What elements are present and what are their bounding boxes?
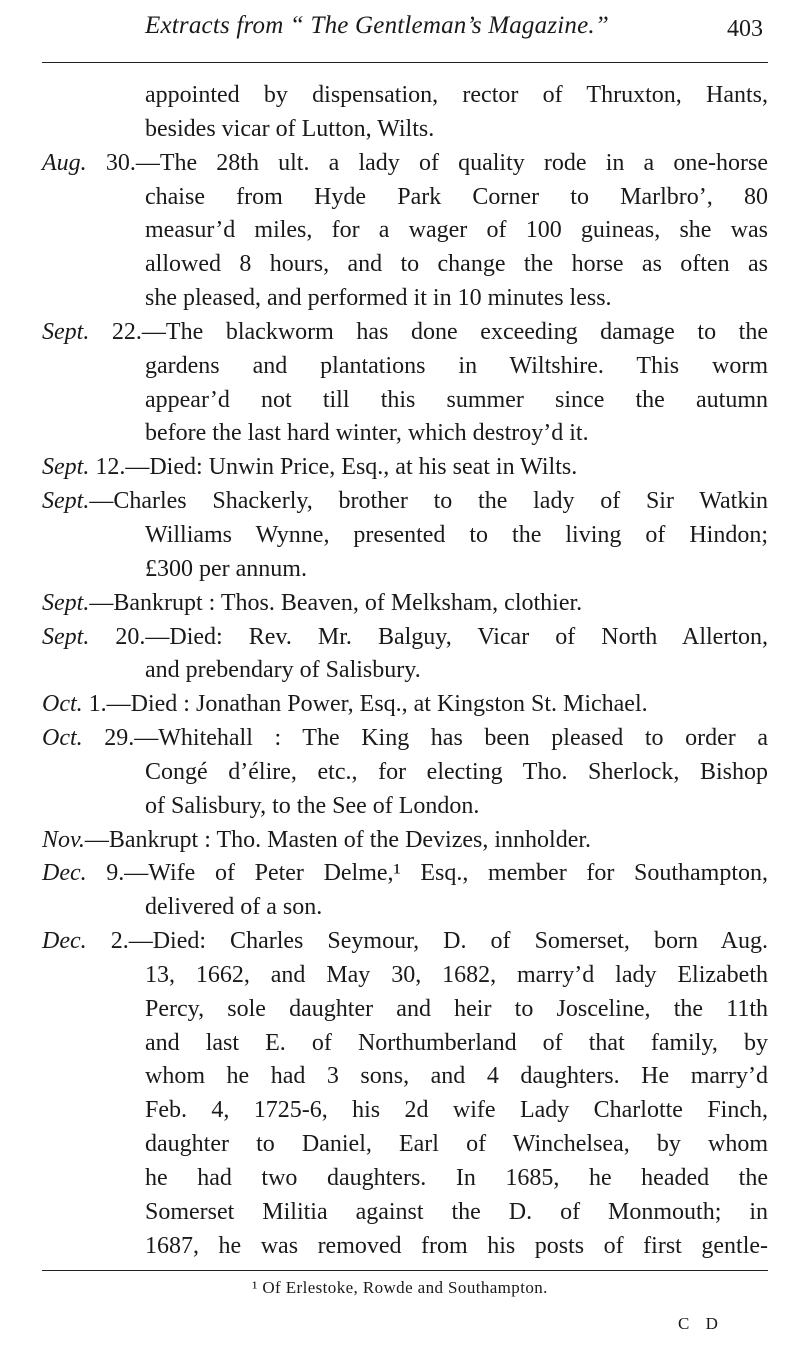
line-text: Feb. 4, 1725-6, his 2d wife Lady Charlotte Finch, xyxy=(145,1097,768,1124)
line-text: allowed 8 hours, and to change the horse as often as xyxy=(145,251,768,278)
text-line xyxy=(145,248,768,282)
text-line xyxy=(145,1196,768,1230)
line-text: 9.—Wife of Peter Delme,¹ Esq., member for Southampton, xyxy=(86,860,768,887)
text-line xyxy=(145,1128,768,1162)
text-line xyxy=(145,756,768,790)
entry xyxy=(42,857,768,925)
text-line xyxy=(42,925,768,959)
text-line xyxy=(145,79,768,113)
text-line xyxy=(145,891,768,925)
entry xyxy=(42,688,768,722)
line-text: whom he had 3 sons, and 4 daughters. He marry’d xyxy=(145,1063,768,1090)
text-line xyxy=(42,485,768,519)
text-line xyxy=(145,553,768,587)
entry-date: Nov. xyxy=(42,826,85,853)
entry xyxy=(42,824,768,858)
line-text: Somerset Militia against the D. of Monmouth; in xyxy=(145,1198,768,1225)
entry-date: Sept. xyxy=(42,454,90,481)
entry-date: Dec. xyxy=(42,860,87,887)
text-line xyxy=(145,350,768,384)
text-line xyxy=(42,688,768,722)
entry xyxy=(42,485,768,587)
text-line xyxy=(145,790,768,824)
text-line xyxy=(145,1162,768,1196)
text-line xyxy=(42,451,768,485)
line-text: and last E. of Northumberland of that family, by xyxy=(145,1029,768,1056)
line-text: Percy, sole daughter and heir to Josceline, the 11th xyxy=(145,995,768,1022)
line-text: 1687, he was removed from his posts of first gentle- xyxy=(145,1232,768,1259)
body-text xyxy=(42,79,768,1264)
text-line xyxy=(42,587,768,621)
text-line xyxy=(145,384,768,418)
text-line xyxy=(42,147,768,181)
text-line xyxy=(42,316,768,350)
text-line xyxy=(145,1060,768,1094)
line-text: 2.—Died: Charles Seymour, D. of Somerset, born Aug. xyxy=(86,928,768,955)
text-line xyxy=(42,824,768,858)
entry-date: Sept. xyxy=(42,488,90,515)
line-text: 29.—Whitehall : The King has been pleased to order a xyxy=(82,725,768,752)
line-text: appear’d not till this summer since the autumn xyxy=(145,386,768,413)
line-text: chaise from Hyde Park Corner to Marlbro’, 80 xyxy=(145,183,768,210)
text-line xyxy=(145,282,768,316)
text-line xyxy=(145,417,768,451)
line-text: of Salisbury, to the See of London. xyxy=(145,792,480,819)
footnote-rule xyxy=(42,1270,768,1271)
line-text: 22.—The blackworm has done exceeding damage to the xyxy=(89,318,768,345)
signature-mark: C D xyxy=(678,1314,724,1333)
entry xyxy=(42,316,768,451)
entry-date: Sept. xyxy=(42,589,90,616)
line-text: delivered of a son. xyxy=(145,894,323,921)
line-text: he had two daughters. In 1685, he headed the xyxy=(145,1165,768,1191)
text-line xyxy=(145,993,768,1027)
entry xyxy=(42,587,768,621)
line-text: 20.—Died: Rev. Mr. Balguy, Vicar of North Allerton, xyxy=(89,623,768,650)
line-text: gardens and plantations in Wiltshire. This worm xyxy=(145,352,768,379)
entry xyxy=(42,621,768,689)
header-rule xyxy=(42,62,768,63)
line-text: measur’d miles, for a wager of 100 guineas, she was xyxy=(145,217,768,244)
line-text: she pleased, and performed it in 10 minutes less. xyxy=(145,285,612,312)
line-text: £300 per annum. xyxy=(145,555,307,582)
line-text: besides vicar of Lutton, Wilts. xyxy=(145,115,435,142)
text-line xyxy=(145,181,768,215)
entry xyxy=(42,79,768,147)
line-text: Congé d’élire, etc., for electing Tho. Sherlock, Bishop xyxy=(145,758,768,785)
text-line xyxy=(42,621,768,655)
line-text: —Bankrupt : Thos. Beaven, of Melksham, clothier. xyxy=(89,589,583,616)
line-text: daughter to Daniel, Earl of Winchelsea, by whom xyxy=(145,1131,768,1158)
entry xyxy=(42,451,768,485)
text-line xyxy=(145,1027,768,1061)
text-line xyxy=(145,214,768,248)
line-text: —Charles Shackerly, brother to the lady of Sir Watkin xyxy=(89,488,768,515)
entry-date: Oct. xyxy=(42,725,83,752)
text-line xyxy=(145,519,768,553)
line-text: 13, 1662, and May 30, 1682, marry’d lady Elizabeth xyxy=(145,961,768,988)
line-text: and prebendary of Salisbury. xyxy=(145,657,421,684)
entry xyxy=(42,925,768,1263)
entry-date: Sept. xyxy=(42,623,90,650)
text-line xyxy=(145,113,768,147)
line-text: —Bankrupt : Tho. Masten of the Devizes, innholder. xyxy=(84,826,592,853)
entry-date: Sept. xyxy=(42,318,90,345)
line-text: before the last hard winter, which destroy’d it. xyxy=(145,420,589,447)
text-line xyxy=(145,654,768,688)
entry xyxy=(42,147,768,316)
line-text: Williams Wynne, presented to the living of Hindon; xyxy=(145,521,768,548)
text-line xyxy=(145,1230,768,1264)
entry-date: Aug. xyxy=(42,149,87,176)
text-line xyxy=(42,722,768,756)
line-text: appointed by dispensation, rector of Thruxton, Hants, xyxy=(145,82,768,108)
entry-date: Dec. xyxy=(42,928,87,955)
text-line xyxy=(42,857,768,891)
page-number: 403 xyxy=(727,16,763,42)
footnote: ¹ Of Erlestoke, Rowde and Southampton. xyxy=(252,1278,548,1297)
line-text: 1.—Died : Jonathan Power, Esq., at Kingston St. Michael. xyxy=(82,691,648,718)
text-line xyxy=(145,959,768,993)
line-text: 12.—Died: Unwin Price, Esq., at his seat in Wilts. xyxy=(89,454,578,481)
running-head: Extracts from “ The Gentleman’s Magazine.” xyxy=(145,12,609,39)
entry xyxy=(42,722,768,824)
line-text: 30.—The 28th ult. a lady of quality rode in a one-horse xyxy=(86,149,768,176)
text-line xyxy=(145,1094,768,1128)
entry-date: Oct. xyxy=(42,691,83,718)
